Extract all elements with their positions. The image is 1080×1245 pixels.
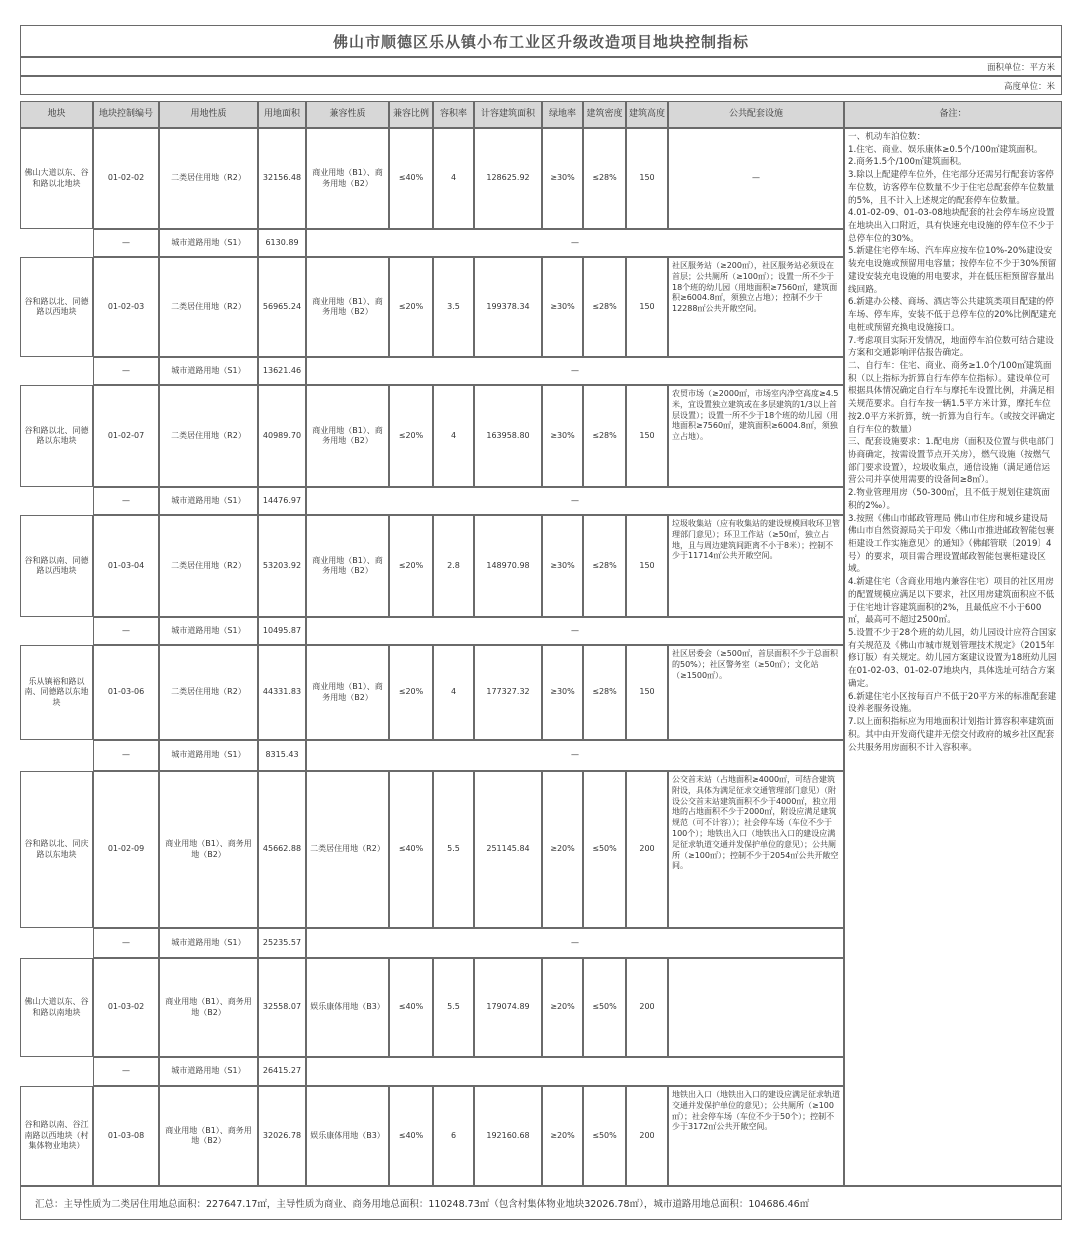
building-density: ≤50% [583,1086,626,1186]
plot-code: 01-03-02 [93,958,159,1057]
building-height: 150 [626,515,668,617]
road-dash: — [93,487,159,515]
building-height: 150 [626,128,668,229]
building-density: ≤28% [583,257,626,357]
header-gfa: 计容建筑面积 [474,101,542,128]
road-merged-cell: — [306,487,844,515]
green-ratio: ≥20% [542,958,583,1057]
road-merged-cell: — [306,928,844,958]
height-unit: 高度单位：米 [20,76,1062,95]
gross-floor-area: 199378.34 [474,257,542,357]
compatible-ratio: ≤20% [389,645,433,740]
green-ratio: ≥30% [542,645,583,740]
road-land-use: 城市道路用地（S1） [159,617,258,645]
building-density: ≤28% [583,128,626,229]
floor-area-ratio: 4 [433,385,474,487]
green-ratio: ≥30% [542,385,583,487]
header-use: 用地性质 [159,101,258,128]
header-far: 容积率 [433,101,474,128]
header-plot: 地块 [20,101,93,128]
floor-area-ratio: 2.8 [433,515,474,617]
land-use: 二类居住用地（R2） [159,385,258,487]
road-dash: — [93,357,159,385]
road-land-use: 城市道路用地（S1） [159,928,258,958]
land-use: 二类居住用地（R2） [159,128,258,229]
floor-area-ratio: 3.5 [433,257,474,357]
road-land-use: 城市道路用地（S1） [159,1057,258,1086]
gross-floor-area: 179074.89 [474,958,542,1057]
header-code: 地块控制编号 [93,101,159,128]
road-dash: — [93,1057,159,1086]
summary-row: 汇总：主导性质为二类居住用地总面积：227647.17㎡，主导性质为商业、商务用地总面积：110248.73㎡（包含村集体物业地块32026.78㎡），城市道路用地总面积：104686.46㎡ [20,1186,1062,1220]
plot-code: 01-02-09 [93,771,159,928]
header-facilities: 公共配套设施 [668,101,844,128]
green-ratio: ≥20% [542,1086,583,1186]
plot-name: 谷和路以北、同庆路以东地块 [20,771,93,928]
header-compat: 兼容性质 [306,101,389,128]
building-density: ≤50% [583,958,626,1057]
green-ratio: ≥30% [542,515,583,617]
land-use: 二类居住用地（R2） [159,515,258,617]
land-use: 商业用地（B1）、商务用地（B2） [159,958,258,1057]
building-density: ≤50% [583,771,626,928]
floor-area-ratio: 5.5 [433,958,474,1057]
land-use: 二类居住用地（R2） [159,257,258,357]
public-facilities: 社区居委会（≥500㎡，首层面积不少于总面积的50%）；社区警务室（≥50㎡）；文化站（≥1500㎡）。 [668,645,844,740]
compatible-ratio: ≤40% [389,958,433,1057]
gross-floor-area: 163958.80 [474,385,542,487]
floor-area-ratio: 4 [433,645,474,740]
compatible-ratio: ≤40% [389,771,433,928]
green-ratio: ≥30% [542,128,583,229]
plot-name: 谷和路以北、同德路以东地块 [20,385,93,487]
building-height: 150 [626,385,668,487]
building-density: ≤28% [583,385,626,487]
road-area: 13621.46 [258,357,306,385]
land-use: 商业用地（B1）、商务用地（B2） [159,771,258,928]
road-area: 10495.87 [258,617,306,645]
compatible-use: 娱乐康体用地（B3） [306,958,389,1057]
green-ratio: ≥30% [542,257,583,357]
land-area: 32156.48 [258,128,306,229]
road-dash: — [93,617,159,645]
plot-code: 01-02-03 [93,257,159,357]
notes-panel: 一、机动车泊位数： 1.住宅、商业、娱乐康体≥0.5个/100㎡建筑面积。 2.商务1.5个/100㎡建筑面积。 3.除以上配建停车位外，住宅部分还需另行配套访客停车位数，访客停车位数量不少于住宅总配套停车位数量的5%，且不计入上述规定的配套停车位数量。 4.01-02-09、01-03-08地块配套的社会停车场应设置在地块出入口附近，具有快速充电设施的停车位不少于总停车位的30%。 5.新建住宅停车场、汽车库应按车位10%-20%建设安装充电设施或预留用电容量；按停车位不少于30%预留建设安装充电设施的用电要求，并在低压柜预留容量出线回路。 6.新建办公楼、商场、酒店等公共建筑类项目配建的停车场、停车库，安装不低于总停车位的20%比例配建充电桩或预留充换电设施接口。 7.考虑项目实际开发情况，地面停车泊位数可结合建设方案和交通影响评估报告确定。 二、自行车：住宅、商业、商务≥1.0个/100㎡建筑面积（以上指标为折算自行车停车位指标）。建设单位可根据具体情况确定自行车与摩托车设置比例，并满足相关规范要求。自行车按一辆1.5平方米计算，摩托车位按2.0平方米折算，统一折算为自行车。（或按交评确定自行车位的数量） 三、配套设施要求：1.配电房（面积及位置与供电部门协商确定，按需设置节点开关房），燃气设施（按燃气部门要求设置），垃圾收集点，通信设施（满足通信运营公司并享使用需要的设备间≥8㎡）。 2.物业管理用房（50-300㎡，且不低于规划住建筑面积的2‰）。 3.按照《佛山市邮政管理局 佛山市住房和城乡建设局 佛山市自然资源局关于印发〈佛山市推进邮政智能包裹柜建设工作实施意见〉的通知》（佛邮管联〔2019〕4号）的要求，项目需合理设置邮政智能包裹柜建设区域。 4.新建住宅（含商业用地内兼容住宅）项目的社区用房的配置规模应满足以下要求，社区用房建筑面积应不低于住宅地计容建筑面积的2%，且最低应不小于600㎡，最高可不超过2500㎡。 5.设置不少于28个班的幼儿园，幼儿园设计应符合国家有关规范及《佛山市城市规划管理技术规定》（2015年修订版）有关规定。幼儿园方案建议设置为18班幼儿园在01-02-03、01-02-07地块内，具体选址可结合方案确定。 6.新建住宅小区按每百户不低于20平方米的标准配套建设养老服务设施。 7.以上面积指标应为用地面积计划指计算容积率建筑面积。其中由开发商代建并无偿交付政府的城乡社区配套公共服务用房面积不计入容积率。 [844,128,1062,1186]
land-use: 商业用地（B1）、商务用地（B2） [159,1086,258,1186]
gross-floor-area: 251145.84 [474,771,542,928]
building-height: 200 [626,771,668,928]
plot-name: 佛山大道以东、谷和路以北地块 [20,128,93,229]
public-facilities [668,958,844,1057]
compatible-use: 商业用地（B1）、商务用地（B2） [306,257,389,357]
land-area: 32558.07 [258,958,306,1057]
compatible-use: 商业用地（B1）、商务用地（B2） [306,385,389,487]
road-merged-cell: — [306,617,844,645]
header-green: 绿地率 [542,101,583,128]
road-dash: — [93,740,159,771]
plot-name: 谷和路以南、谷江南路以西地块（村集体物业地块） [20,1086,93,1186]
floor-area-ratio: 6 [433,1086,474,1186]
compatible-use: 二类居住用地（R2） [306,771,389,928]
building-height: 200 [626,1086,668,1186]
public-facilities: 垃圾收集站（应有收集站的建设规模回收环卫管理部门意见）；环卫工作站（≥50㎡，独立占地，且与周边建筑间距离不小于8米）；控制不少于11714㎡公共开敞空间。 [668,515,844,617]
header-ratio: 兼容比例 [389,101,433,128]
road-land-use: 城市道路用地（S1） [159,487,258,515]
road-land-use: 城市道路用地（S1） [159,357,258,385]
compatible-use: 娱乐康体用地（B3） [306,1086,389,1186]
plot-code: 01-02-07 [93,385,159,487]
header-density: 建筑密度 [583,101,626,128]
plot-name: 谷和路以南、同德路以西地块 [20,515,93,617]
plot-name: 谷和路以北、同德路以西地块 [20,257,93,357]
land-area: 53203.92 [258,515,306,617]
area-unit: 面积单位：平方米 [20,57,1062,76]
gross-floor-area: 192160.68 [474,1086,542,1186]
header-height: 建筑高度 [626,101,668,128]
road-merged-cell: — [306,740,844,771]
road-area: 14476.97 [258,487,306,515]
gross-floor-area: 177327.32 [474,645,542,740]
plot-name: 乐从镇裕和路以南、同德路以东地块 [20,645,93,740]
building-density: ≤28% [583,645,626,740]
public-facilities: — [668,128,844,229]
road-land-use: 城市道路用地（S1） [159,229,258,257]
road-merged-cell: — [306,229,844,257]
public-facilities: 地铁出入口（地铁出入口的建设应满足征求轨道交通并发保护单位的意见）；公共厕所（≥100㎡）；社会停车场（车位不少于50个）；控制不少于3172㎡公共开敞空间。 [668,1086,844,1186]
header-area: 用地面积 [258,101,306,128]
land-area: 45662.88 [258,771,306,928]
compatible-ratio: ≤40% [389,1086,433,1186]
plot-name: 佛山大道以东、谷和路以南地块 [20,958,93,1057]
land-area: 56965.24 [258,257,306,357]
compatible-ratio: ≤20% [389,385,433,487]
compatible-use: 商业用地（B1）、商务用地（B2） [306,128,389,229]
compatible-use: 商业用地（B1）、商务用地（B2） [306,645,389,740]
gross-floor-area: 148970.98 [474,515,542,617]
road-area: 25235.57 [258,928,306,958]
plot-code: 01-03-06 [93,645,159,740]
compatible-ratio: ≤20% [389,257,433,357]
sheet-title: 佛山市顺德区乐从镇小布工业区升级改造项目地块控制指标 [20,25,1062,57]
plot-code: 01-03-04 [93,515,159,617]
road-dash: — [93,229,159,257]
header-notes: 备注： [844,101,1062,128]
road-merged-cell: — [306,357,844,385]
plot-code: 01-02-02 [93,128,159,229]
road-area: 8315.43 [258,740,306,771]
land-area: 40989.70 [258,385,306,487]
compatible-ratio: ≤20% [389,515,433,617]
public-facilities: 公交首末站（占地面积≥4000㎡，可结合建筑附设，具体为满足征求交通管理部门意见）（附设公交首末站建筑面积不少于4000㎡，独立用地的占地面积不少于2000㎡，附设应满足建筑规范（可不计容））；社会停车场（车位不少于100个）；地铁出入口（地铁出入口的建设应满足征求轨道交通并发保护单位的意见）；公共厕所（≥100㎡）；控制不少于2054㎡公共开敞空间。 [668,771,844,928]
floor-area-ratio: 5.5 [433,771,474,928]
public-facilities: 社区服务站（≥200㎡），社区服务站必须设在首层；公共厕所（≥100㎡）；设置一所不少于18个班的幼儿园（用地面积≥7560㎡，建筑面积≥6004.8㎡，须独立占地）；控制不少于12288㎡公共开敞空间。 [668,257,844,357]
road-area: 26415.27 [258,1057,306,1086]
road-dash: — [93,928,159,958]
public-facilities: 农贸市场（≥2000㎡，市场室内净空高度≥4.5米，宜设置独立建筑或在多层建筑的1/3以上首层设置）；设置一所不少于18个班的幼儿园（用地面积≥7560㎡，建筑面积≥6004.8㎡，须独立占地）。 [668,385,844,487]
road-merged-cell [306,1057,844,1086]
compatible-use: 商业用地（B1）、商务用地（B2） [306,515,389,617]
plot-code: 01-03-08 [93,1086,159,1186]
building-density: ≤28% [583,515,626,617]
land-area: 44331.83 [258,645,306,740]
road-area: 6130.89 [258,229,306,257]
green-ratio: ≥20% [542,771,583,928]
gross-floor-area: 128625.92 [474,128,542,229]
land-use: 二类居住用地（R2） [159,645,258,740]
building-height: 150 [626,645,668,740]
compatible-ratio: ≤40% [389,128,433,229]
building-height: 150 [626,257,668,357]
building-height: 200 [626,958,668,1057]
land-area: 32026.78 [258,1086,306,1186]
road-land-use: 城市道路用地（S1） [159,740,258,771]
floor-area-ratio: 4 [433,128,474,229]
